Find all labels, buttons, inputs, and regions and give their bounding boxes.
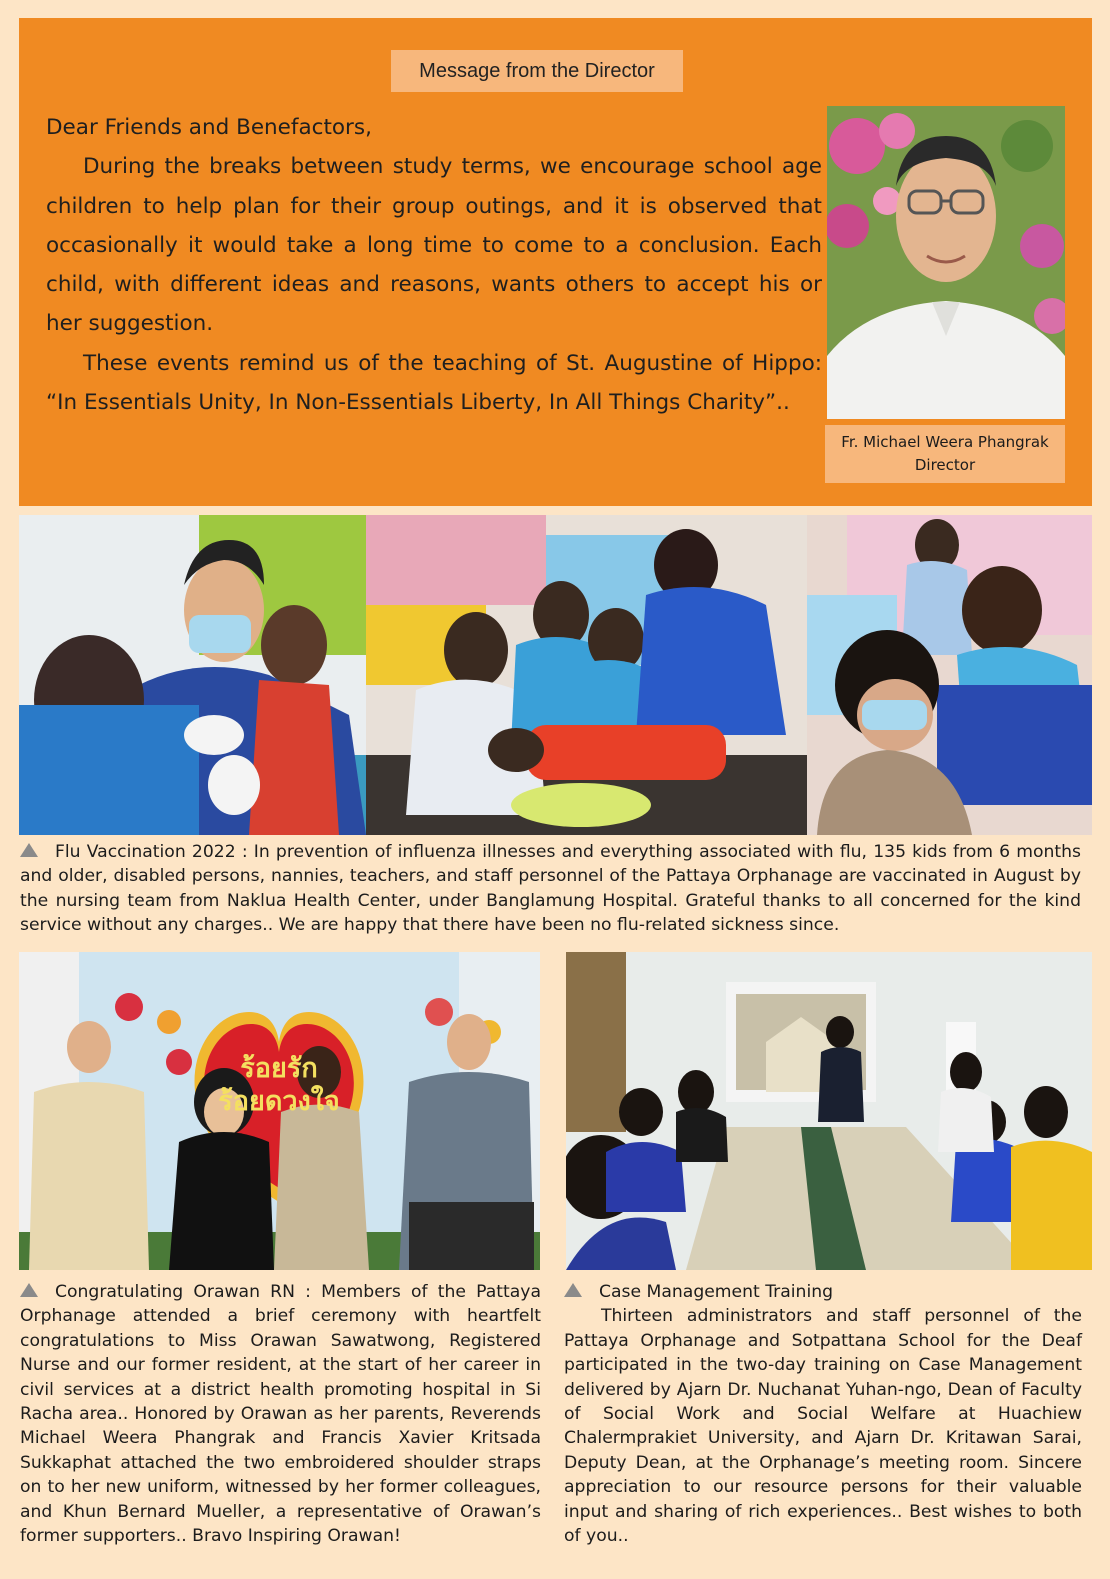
director-name: Fr. Michael Weera Phangrak [841, 433, 1049, 451]
training-body: Thirteen administrators and staff personnel of the Pattaya Orphanage and Sotpattana School for the Deaf participated in the two-day training on Case Management delivered by Ajarn Dr. Nuchanat Yuhan-ngo, Dean of Faculty of Social Work and Social Welfare at Huachiew Chalermprakiet University, and Ajarn Dr. Kritawan Sarai, Deputy Dean, at the Orphanage’s meeting room. Sincere appreciation to our resource persons for their valuable input and sharing of rich experiences.. Best wishes to both of you.. [564, 1306, 1082, 1547]
triangle-marker-icon [20, 1283, 38, 1297]
training-photo [566, 952, 1092, 1270]
letter-paragraph-2: These events remind us of the teaching of St. Augustine of Hippo: “In Essentials Unity, In Non-Essentials Liberty, In All Things Charity”.. [46, 350, 822, 416]
letter-paragraph-1: During the breaks between study terms, we encourage school age children to help plan for their group outings, and it is observed that occasionally it would take a long time to come to a conclusion. Each child, with different ideas and reasons, wants others to accept his or her suggestion. [46, 154, 822, 337]
heart-sign [189, 1052, 369, 1118]
heart-sign-line-2: ร้อยดวงใจ [218, 1086, 340, 1117]
director-message-panel [19, 18, 1092, 506]
flu-photo-3 [807, 515, 1092, 835]
flu-photo-1 [19, 515, 366, 835]
message-title: Message from the Director [391, 50, 683, 92]
orawan-caption [20, 1280, 541, 1548]
heart-sign-line-1: ร้อยรัก [240, 1053, 318, 1084]
director-role: Director [914, 456, 976, 474]
orawan-ceremony-photo [19, 952, 540, 1270]
director-portrait [827, 106, 1065, 419]
director-caption [825, 425, 1065, 483]
flu-caption-text: Flu Vaccination 2022 : In prevention of influenza illnesses and everything associated with flu, 135 kids from 6 months and older, disabled persons, nannies, teachers, and staff personnel of the Pattaya Orphanage are vaccinated in August by the nursing team from Naklua Health Center, under Banglamung Hospital. Grateful thanks to all concerned for the kind service without any charges.. We are happy that there have been no flu-related sickness since. [20, 842, 1081, 936]
flu-vaccination-caption [20, 840, 1081, 938]
flu-photo-2 [366, 515, 807, 835]
training-caption [564, 1280, 1082, 1548]
triangle-marker-icon [20, 843, 38, 857]
triangle-marker-icon [564, 1283, 582, 1297]
training-heading: Case Management Training [599, 1282, 834, 1302]
letter-salutation: Dear Friends and Benefactors, [46, 115, 372, 140]
director-letter [46, 108, 822, 422]
orawan-caption-text: Congratulating Orawan RN : Members of the Pattaya Orphanage attended a brief ceremony with heartfelt congratulations to Miss Orawan Sawatwong, Registered Nurse and our former resident, at the start of her career in civil services at a district health promoting hospital in Si Racha area.. Honored by Orawan as her parents, Reverends Michael Weera Phangrak and Francis Xavier Kritsada Sukkaphat attached the two embroidered shoulder straps on to her new uniform, witnessed by her former colleagues, and Khun Bernard Mueller, a representative of Orawan’s former supporters.. Bravo Inspiring Orawan! [20, 1282, 541, 1547]
